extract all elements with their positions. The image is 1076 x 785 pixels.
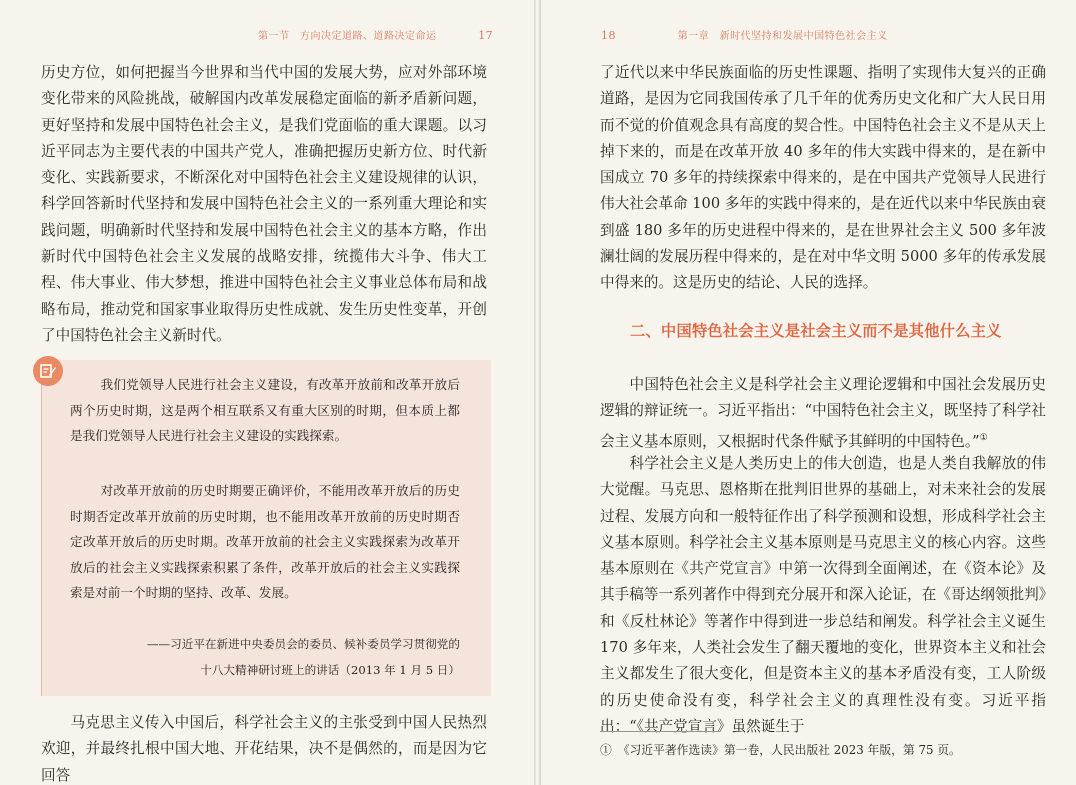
pencil-note-icon <box>33 356 63 386</box>
right-running-head-title: 第一章 新时代坚持和发展中国特色社会主义 <box>677 31 888 42</box>
quote-source-line-2: 十八大精神研讨班上的讲话（2013 年 1 月 5 日） <box>200 663 460 677</box>
quote-paragraph-2: 对改革开放前的历史时期要正确评价，不能用改革开放后的历史时期否定改革开放前的历史时期，也不能用改革开放前的历史时期否定改革开放后的历史时期。改革开放前的社会主义实践探索为改革开放后的社会主义实践探索积累了条件，改革开放后的社会主义实践探索是对前一个时期的坚持、改革、发展。 <box>70 483 460 600</box>
right-page-number: 18 <box>601 29 616 42</box>
book-gutter <box>534 0 541 785</box>
quote-source-line-1: ——习近平在新进中央委员会的委员、候补委员学习贯彻党的 <box>146 637 460 651</box>
quote-paragraph-1: 我们党领导人民进行社会主义建设，有改革开放前和改革开放后两个历史时期，这是两个相互联系又有重大区别的时期，但本质上都是我们党领导人民进行社会主义建设的实践探索。 <box>70 377 460 443</box>
left-page-number: 17 <box>478 29 494 42</box>
right-paragraph-3: 科学社会主义是人类历史上的伟大创造，也是人类自我解放的伟大觉醒。马克思、恩格斯在批判旧世界的基础上，对未来社会的发展过程、发展方向和一般特征作出了科学预测和设想，形成科学社会主义基本原则。科学社会主义基本原则是马克思主义的核心内容。这些基本原则在《共产党宣言》中第一次得到全面阐述，在《资本论》及其手稿等一系列著作中得到充分展开和深入论证，在《哥达纲领批判》和《反杜林论》等著作中得到进一步总结和阐发。科学社会主义诞生 170 多年来，人类社会发生了翻天覆地的变化，世界资本主义和社会主义都发生了很大变化，但是资本主义的基本矛盾没有变，工人阶级的历史使命没有变，科学社会主义的真理性没有变。习近平指出：“《共产党宣言》虽然诞生于 <box>600 455 1046 735</box>
right-paragraph-1: 了近代以来中华民族面临的历史性课题、指明了实现伟大复兴的正确道路，是因为它同我国传承了几千年的优秀历史文化和广大人民日用而不觉的价值观念具有高度的契合性。中国特色社会主义不是从天上掉下来的，而是在改革开放 40 多年的伟大实践中得来的，是在新中国成立 70 多年的持续探索中得来的，是在中国共产党领导人民进行伟大社会革命 100 多年的实践中得来的，是在近代以来中华民族由衰到盛 180 多年的历史进程中得来的，是在世界社会主义 500 多年波澜壮阔的发展历程中得来的，是在对中华文明 5000 多年的传承发展中得来的。这是历史的结论、人民的选择。 <box>600 64 1046 292</box>
right-running-head <box>601 27 888 42</box>
footnote-divider <box>600 731 720 732</box>
left-page <box>0 0 534 785</box>
left-paragraph-1: 历史方位，如何把握当今世界和当代中国的发展大势，应对外部环境变化带来的风险挑战，破解国内改革发展稳定面临的新矛盾新问题，更好坚持和发展中国特色社会主义，是我们党面临的重大课题。以习近平同志为主要代表的中国共产党人，准确把握历史新方位、时代新变化、实践新要求，不断深化对中国特色社会主义建设规律的认识，科学回答新时代坚持和发展中国特色社会主义的一系列重大理论和实践问题，明确新时代坚持和发展中国特色社会主义的基本方略，作出新时代中国特色社会主义发展的战略安排，统揽伟大斗争、伟大工程、伟大事业、伟大梦想，推进中国特色社会主义事业总体布局和战略布局，推动党和国家事业取得历史性成就、发生历史性变革，开创了中国特色社会主义新时代。 <box>41 64 487 344</box>
section-heading: 二、中国特色社会主义是社会主义而不是其他什么主义 <box>630 322 1002 340</box>
footnote: ① 《习近平著作选读》第一卷，人民出版社 2023 年版，第 75 页。 <box>600 743 961 757</box>
left-running-head-title: 第一节 方向决定道路、道路决定命运 <box>258 31 437 42</box>
left-paragraph-2: 马克思主义传入中国后，科学社会主义的主张受到中国人民热烈欢迎，并最终扎根中国大地、开花结果，决不是偶然的，而是因为它回答 <box>41 714 487 784</box>
footnote-ref[interactable]: ① <box>979 432 988 443</box>
left-running-head <box>258 27 493 42</box>
right-paragraph-2: 中国特色社会主义是科学社会主义理论逻辑和中国社会发展历史逻辑的辩证统一。习近平指出：“中国特色社会主义，既坚持了科学社会主义基本原则，又根据时代条件赋予其鲜明的中国特色。”① <box>600 376 1046 450</box>
